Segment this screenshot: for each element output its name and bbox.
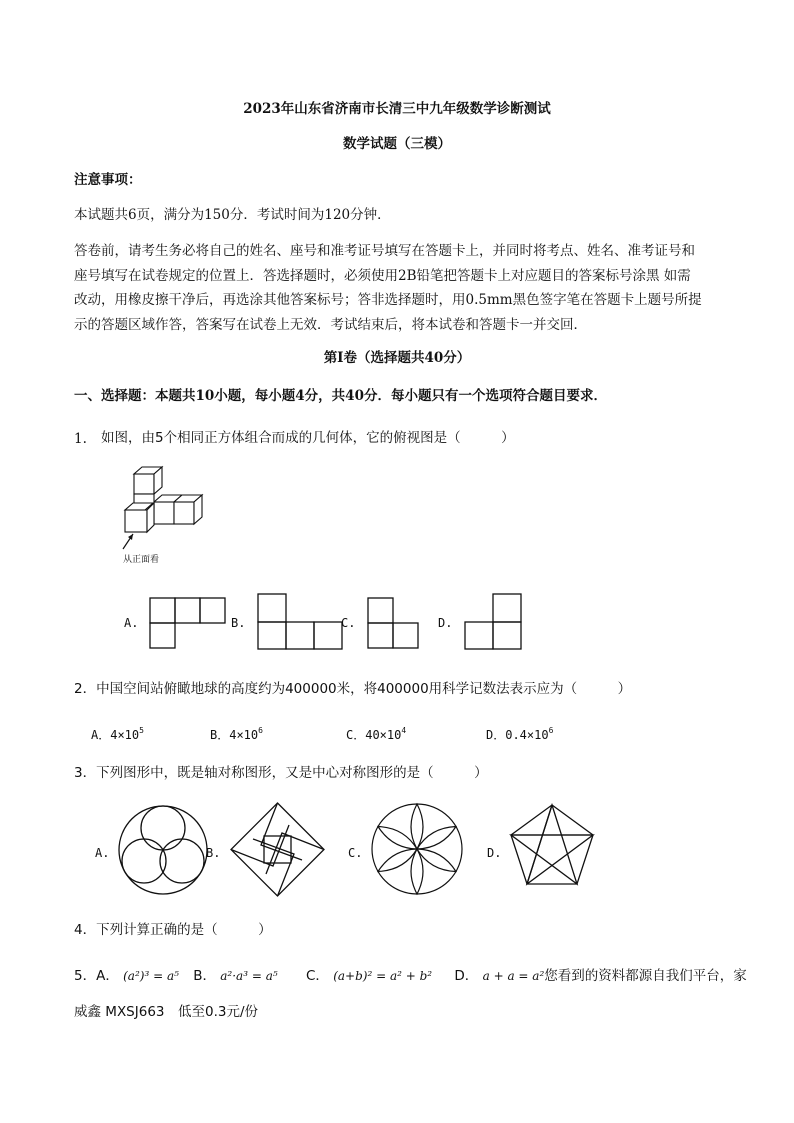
q5-option-c: (a+b)² = a² + b² xyxy=(333,969,433,983)
q2-option-b: B．$4\times 10^6$ xyxy=(210,726,263,742)
q3-option-d-shape xyxy=(510,804,594,886)
q2-text: 2．中国空间站俯瞰地球的高度约为400000米，将400000用科学记数法表示应为（ ） xyxy=(74,681,632,697)
q4-text: 4．下列计算正确的是（ ） xyxy=(74,922,272,938)
q3-option-a-shape xyxy=(118,805,208,895)
section-heading: 一、选择题：本题共10小题，每小题4分，共40分．每小题只有一个选项符合题目要求． xyxy=(74,388,607,404)
q1-option-b-label: B. xyxy=(231,616,246,630)
notice-para-line-3: 改动，用橡皮擦干净后，再选涂其他答案标号；答非选择题时，用0.5mm黑色签字笔在答题卡上题号所提 xyxy=(74,292,702,308)
q1-option-a-shape xyxy=(149,597,227,649)
q2-option-d: D．$0.4\times 10^6$ xyxy=(486,726,554,742)
q1-option-c-label: C. xyxy=(341,616,356,630)
q1-option-b-shape xyxy=(257,593,343,650)
notice-para-line-1: 答卷前，请考生务必将自己的姓名、座号和准考证号填写在答题卡上，并同时将考点、姓名、准考证号和 xyxy=(74,243,695,259)
notice-line-1: 本试题共6页，满分为150分．考试时间为120分钟． xyxy=(74,207,391,223)
q5-option-b-label: B． xyxy=(193,968,216,984)
q2-option-c: C．$40\times 10^4$ xyxy=(346,726,407,742)
notice-heading: 注意事项： xyxy=(74,172,142,188)
q3-option-b-label: B. xyxy=(206,846,221,860)
q1-text: 如图，由5个相同正方体组合而成的几何体，它的俯视图是（ ） xyxy=(101,430,515,446)
q5-ad-line-2: 威鑫 MXSJ663 低至0.3元/份 xyxy=(74,1004,259,1020)
q5-line-1 xyxy=(74,970,747,984)
q1-option-d-label: D. xyxy=(438,616,453,630)
notice-para-line-2: 座号填写在试卷规定的位置上．答选择题时，必须使用2B铅笔把答题卡上对应题目的答案标号涂黑 如需 xyxy=(74,268,691,284)
part1-title: 第I卷（选择题共40分） xyxy=(323,350,471,366)
q5-option-c-label: C． xyxy=(305,968,329,984)
exam-subtitle: 数学试题（三模） xyxy=(343,136,451,152)
q5-ad-tail: 您看到的资料都源自我们平台，家 xyxy=(544,968,747,984)
q3-text: 3．下列图形中，既是轴对称图形，又是中心对称图形的是（ ） xyxy=(74,765,488,781)
q3-option-c-shape xyxy=(371,803,463,895)
q3-option-c-label: C. xyxy=(348,846,363,860)
q5-label: 5．A． xyxy=(74,968,119,984)
exam-title: 2023年山东省济南市长清三中九年级数学诊断测试 xyxy=(243,101,551,117)
q5-option-b: a²·a³ = a⁵ xyxy=(220,969,278,983)
q1-figure-caption: 从正面看 xyxy=(123,555,160,565)
q5-option-d-label: D． xyxy=(454,968,479,984)
q1-number: 1. xyxy=(74,431,87,447)
q1-cube-figure xyxy=(120,470,220,565)
q1-option-d-shape xyxy=(464,593,522,650)
q3-option-b-shape xyxy=(230,802,325,897)
q5-option-d: a + a = a² xyxy=(482,969,545,983)
q3-option-d-label: D. xyxy=(487,846,502,860)
q1-option-c-shape xyxy=(367,597,421,649)
q5-option-a: (a²)³ = a⁵ xyxy=(123,969,179,983)
q2-option-a: A．$4\times 10^5$ xyxy=(91,726,144,742)
notice-para-line-4: 示的答题区域作答，答案写在试卷上无效．考试结束后，将本试卷和答题卡一并交回． xyxy=(74,317,587,333)
q1-option-a-label: A. xyxy=(124,616,139,630)
q3-option-a-label: A. xyxy=(95,846,110,860)
